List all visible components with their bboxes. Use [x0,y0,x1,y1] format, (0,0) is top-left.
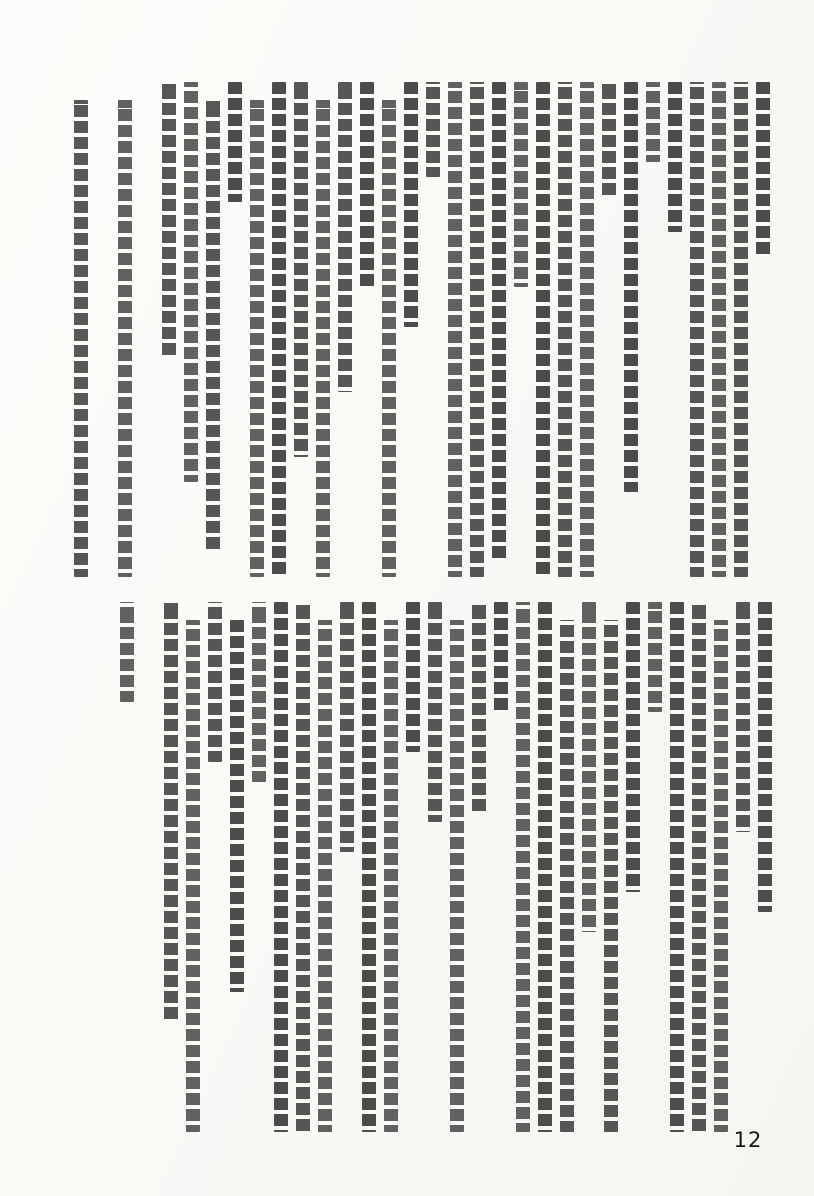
redacted-text-strokes [252,602,266,782]
redacted-text-strokes [208,602,222,762]
redacted-text-column [359,82,374,577]
redacted-text-column [273,602,288,1132]
redacted-text-column [73,82,88,577]
redacted-text-strokes [472,602,486,812]
redacted-text-column [339,602,354,1132]
redacted-text-column [645,82,660,577]
redacted-text-column [711,82,726,577]
redacted-text-strokes [648,602,662,712]
redacted-text-column [515,602,530,1132]
redacted-text-strokes [362,602,376,1132]
redacted-text-column [625,602,640,1132]
redacted-text-column [161,82,176,577]
redacted-text-column [513,82,528,577]
redacted-text-column [469,82,484,577]
redacted-text-column [75,602,90,1132]
redacted-text-strokes [670,602,684,1132]
redacted-text-column [669,602,684,1132]
redacted-text-column [713,602,728,1132]
redacted-text-column [97,602,112,1132]
redacted-text-strokes [604,620,618,1132]
redacted-text-strokes [536,82,550,577]
redacted-text-column [315,82,330,577]
redacted-text-strokes [450,620,464,1132]
redacted-text-column [689,82,704,577]
redacted-text-strokes [756,82,770,257]
redacted-text-column [381,82,396,577]
redacted-text-column [427,602,442,1132]
redacted-text-strokes [514,82,528,287]
redacted-text-column [447,82,462,577]
redacted-text-strokes [340,602,354,852]
redacted-text-column [183,82,198,577]
redacted-text-column [449,602,464,1132]
redacted-text-column [117,82,132,577]
redacted-text-column [733,82,748,577]
redacted-text-strokes [712,82,726,577]
redacted-text-column [205,82,220,577]
redacted-text-strokes [734,82,748,577]
redacted-text-column [581,602,596,1132]
redacted-text-strokes [582,602,596,932]
redacted-text-column [735,602,750,1132]
redacted-text-strokes [318,620,332,1132]
redacted-text-strokes [228,82,242,202]
redacted-text-column [361,602,376,1132]
redacted-text-strokes [646,82,660,162]
redacted-text-strokes [736,602,750,832]
redacted-text-strokes [250,100,264,577]
redacted-text-strokes [558,82,572,577]
redacted-text-column [383,602,398,1132]
redacted-text-column [403,82,418,577]
redacted-text-strokes [164,602,178,1022]
redacted-text-strokes [406,602,420,752]
redacted-text-column [755,82,770,577]
redacted-text-strokes [714,620,728,1132]
lower-text-block [75,602,772,1132]
redacted-text-column [317,602,332,1132]
redacted-text-column [535,82,550,577]
redacted-text-column [185,602,200,1132]
redacted-text-strokes [360,82,374,287]
redacted-text-strokes [274,602,288,1132]
redacted-text-strokes [74,100,88,577]
redacted-text-strokes [184,82,198,482]
redacted-text-column [249,82,264,577]
redacted-text-strokes [404,82,418,327]
redacted-text-strokes [316,100,330,577]
redacted-text-column [293,82,308,577]
redacted-text-strokes [470,82,484,577]
redacted-text-strokes [448,82,462,577]
redacted-text-strokes [162,82,176,357]
redacted-text-strokes [272,82,286,577]
redacted-text-strokes [624,82,638,492]
redacted-text-column [601,82,616,577]
redacted-text-strokes [602,82,616,197]
redacted-text-column [207,602,222,1132]
redacted-text-column [337,82,352,577]
redacted-text-strokes [230,620,244,992]
redacted-text-column [537,602,552,1132]
redacted-text-column [163,602,178,1132]
redacted-text-column [141,602,156,1132]
redacted-text-column [271,82,286,577]
redacted-text-strokes [580,82,594,577]
redacted-text-strokes [758,602,772,912]
redacted-text-strokes [538,602,552,1132]
redacted-text-column [603,602,618,1132]
redacted-text-column [667,82,682,577]
redacted-text-strokes [668,82,682,232]
redacted-text-strokes [118,100,132,577]
redacted-text-strokes [560,620,574,1132]
redacted-text-column [251,602,266,1132]
redacted-text-column [471,602,486,1132]
redacted-text-strokes [296,602,310,1132]
redacted-text-column [95,82,110,577]
redacted-text-column [623,82,638,577]
redacted-text-column [227,82,242,577]
redacted-text-strokes [626,602,640,892]
redacted-text-column [139,82,154,577]
redacted-text-column [559,602,574,1132]
redacted-text-strokes [384,620,398,1132]
redacted-text-strokes [294,82,308,457]
redacted-text-strokes [690,82,704,577]
redacted-text-strokes [382,100,396,577]
redacted-text-column [425,82,440,577]
redacted-text-strokes [426,82,440,177]
redacted-text-column [647,602,662,1132]
upper-text-block [73,82,770,577]
redacted-text-strokes [186,620,200,1132]
redacted-text-column [295,602,310,1132]
redacted-text-column [579,82,594,577]
redacted-text-column [757,602,772,1132]
redacted-text-strokes [120,602,134,702]
redacted-text-strokes [516,602,530,1132]
redacted-text-strokes [494,602,508,712]
redacted-text-column [119,602,134,1132]
redacted-text-strokes [428,602,442,822]
redacted-text-column [491,82,506,577]
redacted-text-column [557,82,572,577]
redacted-text-column [229,602,244,1132]
redacted-text-strokes [692,602,706,1132]
page-number: 12 [733,1128,763,1152]
redacted-text-strokes [206,100,220,552]
redacted-text-column [493,602,508,1132]
redacted-text-strokes [338,82,352,392]
redacted-text-column [691,602,706,1132]
redacted-text-strokes [492,82,506,562]
redacted-text-column [405,602,420,1132]
